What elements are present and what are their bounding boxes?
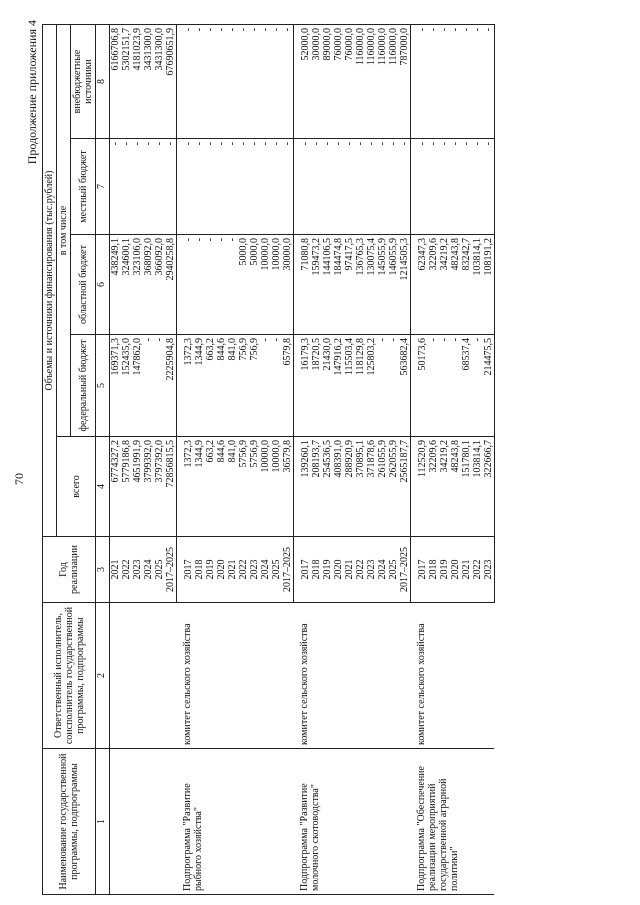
local-cell: -: [461, 139, 472, 235]
regional-cell: 368092,0: [143, 235, 154, 335]
year-cell: 2018: [311, 537, 322, 603]
local-cell: -: [165, 139, 177, 235]
year-cell: 2017: [293, 537, 311, 603]
local-cell: -: [377, 139, 388, 235]
federal-cell: 118129,8: [355, 335, 366, 437]
federal-cell: -: [143, 335, 154, 437]
table-row: [109, 25, 121, 895]
extra-cell: -: [260, 25, 271, 139]
total-cell: 663,2: [205, 437, 216, 537]
federal-cell: 147916,2: [333, 335, 344, 437]
local-cell: -: [322, 139, 333, 235]
year-cell: 2020: [216, 537, 227, 603]
column-number: 8: [96, 25, 110, 139]
local-cell: -: [450, 139, 461, 235]
local-cell: -: [282, 139, 294, 235]
federal-cell: 18720,5: [311, 335, 322, 437]
total-cell: 3797392,0: [154, 437, 165, 537]
year-cell: 2025: [271, 537, 282, 603]
local-cell: -: [428, 139, 439, 235]
local-cell: -: [176, 139, 194, 235]
total-cell: 34219,2: [439, 437, 450, 537]
local-cell: -: [333, 139, 344, 235]
column-number: 6: [96, 235, 110, 335]
regional-cell: 83242,7: [461, 235, 472, 335]
federal-cell: 115503,4: [344, 335, 355, 437]
column-number: 1: [96, 749, 110, 895]
year-cell: 2023: [366, 537, 377, 603]
federal-cell: 21430,0: [322, 335, 333, 437]
total-cell: 36579,8: [282, 437, 294, 537]
total-cell: 139260,1: [293, 437, 311, 537]
federal-cell: 841,0: [227, 335, 238, 437]
table-row: [176, 25, 194, 895]
year-cell: 2020: [333, 537, 344, 603]
header-volumes: Объемы и источники финансирования (тыс.рублей): [43, 25, 57, 537]
local-cell: -: [260, 139, 271, 235]
local-cell: -: [132, 139, 143, 235]
year-cell: 2018: [194, 537, 205, 603]
federal-cell: 756,9: [249, 335, 260, 437]
federal-cell: 1344,9: [194, 335, 205, 437]
program-name: Подпрограмма "Развитие молочного скотоводства": [293, 749, 410, 895]
year-cell: 2023: [249, 537, 260, 603]
header-in-that: в том числе: [57, 25, 71, 437]
year-cell: 2021: [109, 537, 121, 603]
year-cell: 2017: [176, 537, 194, 603]
extra-cell: 3431300,0: [154, 25, 165, 139]
local-cell: -: [344, 139, 355, 235]
federal-cell: 152435,0: [121, 335, 132, 437]
regional-cell: 144106,5: [322, 235, 333, 335]
extra-cell: -: [461, 25, 472, 139]
year-cell: 2024: [143, 537, 154, 603]
extra-cell: 116000,0: [355, 25, 366, 139]
header-federal: федеральный бюджет: [71, 335, 96, 437]
local-cell: -: [249, 139, 260, 235]
total-cell: 841,0: [227, 437, 238, 537]
responsible-executor: [109, 603, 176, 749]
extra-cell: 52000,0: [293, 25, 311, 139]
responsible-executor: комитет сельского хозяйства: [176, 603, 293, 749]
year-cell: 2022: [121, 537, 132, 603]
total-cell: 6774327,2: [109, 437, 121, 537]
regional-cell: 366092,0: [154, 235, 165, 335]
total-cell: 1344,9: [194, 437, 205, 537]
column-number: 2: [96, 603, 110, 749]
local-cell: -: [271, 139, 282, 235]
regional-cell: 108191,2: [483, 235, 495, 335]
local-cell: -: [410, 139, 428, 235]
federal-cell: 16179,3: [293, 335, 311, 437]
local-cell: -: [238, 139, 249, 235]
total-cell: 262055,9: [388, 437, 399, 537]
year-cell: 2017–2025: [282, 537, 294, 603]
table-body: [109, 25, 494, 895]
federal-cell: 214475,5: [483, 335, 495, 437]
total-cell: 371878,6: [366, 437, 377, 537]
total-cell: 2565187,7: [399, 437, 411, 537]
extra-cell: 116000,0: [377, 25, 388, 139]
header-extra: внебюджетные источники: [71, 25, 96, 139]
header-responsible: Ответственный исполнитель, соисполнитель государственной программы, подпрограммы: [43, 603, 96, 749]
year-cell: 2024: [260, 537, 271, 603]
local-cell: -: [109, 139, 121, 235]
total-cell: 32209,6: [428, 437, 439, 537]
extra-cell: 116000,0: [388, 25, 399, 139]
program-name: Подпрограмма "Обеспечение реализации мероприятий государственной аграрной политики": [410, 749, 494, 895]
local-cell: -: [143, 139, 154, 235]
extra-cell: -: [227, 25, 238, 139]
year-cell: 2017–2025: [165, 537, 177, 603]
local-cell: -: [216, 139, 227, 235]
extra-cell: 6166706,8: [109, 25, 121, 139]
regional-cell: 2940258,8: [165, 235, 177, 335]
local-cell: -: [388, 139, 399, 235]
extra-cell: -: [410, 25, 428, 139]
total-cell: 5779186,8: [121, 437, 132, 537]
total-cell: 408391,0: [333, 437, 344, 537]
local-cell: -: [227, 139, 238, 235]
year-cell: 2021: [344, 537, 355, 603]
federal-cell: 844,6: [216, 335, 227, 437]
table-row: [410, 25, 428, 895]
total-cell: 261055,9: [377, 437, 388, 537]
year-cell: 2023: [132, 537, 143, 603]
year-cell: 2021: [461, 537, 472, 603]
federal-cell: 125803,2: [366, 335, 377, 437]
responsible-executor: комитет сельского хозяйства: [293, 603, 410, 749]
extra-cell: -: [271, 25, 282, 139]
extra-cell: -: [472, 25, 483, 139]
federal-cell: -: [439, 335, 450, 437]
federal-cell: 147862,0: [132, 335, 143, 437]
total-cell: 4651991,9: [132, 437, 143, 537]
regional-cell: 10000,0: [260, 235, 271, 335]
regional-cell: 62347,3: [410, 235, 428, 335]
federal-cell: -: [377, 335, 388, 437]
extra-cell: 89000,0: [322, 25, 333, 139]
local-cell: -: [194, 139, 205, 235]
extra-cell: -: [194, 25, 205, 139]
regional-cell: 30000,0: [282, 235, 294, 335]
header-name: Наименование государственной программы, подпрограммы: [43, 749, 96, 895]
regional-cell: -: [216, 235, 227, 335]
total-cell: 48243,8: [450, 437, 461, 537]
column-number: 4: [96, 437, 110, 537]
local-cell: -: [439, 139, 450, 235]
column-number: 3: [96, 537, 110, 603]
local-cell: -: [483, 139, 495, 235]
extra-cell: 30000,0: [311, 25, 322, 139]
federal-cell: 68537,4: [461, 335, 472, 437]
extra-cell: -: [176, 25, 194, 139]
total-cell: 112520,9: [410, 437, 428, 537]
total-cell: 10000,0: [260, 437, 271, 537]
extra-cell: 4181023,9: [132, 25, 143, 139]
year-cell: 2021: [227, 537, 238, 603]
local-cell: -: [293, 139, 311, 235]
year-cell: 2022: [238, 537, 249, 603]
regional-cell: 103814,1: [472, 235, 483, 335]
local-cell: -: [355, 139, 366, 235]
regional-cell: 146055,9: [388, 235, 399, 335]
total-cell: 844,6: [216, 437, 227, 537]
local-cell: -: [154, 139, 165, 235]
year-cell: 2018: [428, 537, 439, 603]
header-year: Год реализации: [43, 537, 96, 603]
regional-cell: 438249,1: [109, 235, 121, 335]
total-cell: 151780,1: [461, 437, 472, 537]
total-cell: 322666,7: [483, 437, 495, 537]
table-row: [293, 25, 311, 895]
extra-cell: -: [205, 25, 216, 139]
extra-cell: 76000,0: [344, 25, 355, 139]
program-name: Подпрограмма "Развитие рыбного хозяйства": [176, 749, 293, 895]
federal-cell: 756,9: [238, 335, 249, 437]
extra-cell: 116000,0: [366, 25, 377, 139]
extra-cell: -: [428, 25, 439, 139]
extra-cell: -: [249, 25, 260, 139]
extra-cell: -: [238, 25, 249, 139]
local-cell: -: [399, 139, 411, 235]
regional-cell: 32209,6: [428, 235, 439, 335]
federal-cell: -: [428, 335, 439, 437]
regional-cell: 130075,4: [366, 235, 377, 335]
federal-cell: 6579,8: [282, 335, 294, 437]
regional-cell: 1214505,3: [399, 235, 411, 335]
year-cell: 2025: [388, 537, 399, 603]
year-cell: 2025: [154, 537, 165, 603]
extra-cell: -: [450, 25, 461, 139]
total-cell: 288920,9: [344, 437, 355, 537]
regional-cell: -: [194, 235, 205, 335]
regional-cell: 136765,3: [355, 235, 366, 335]
federal-cell: 1372,3: [176, 335, 194, 437]
federal-cell: 169371,3: [109, 335, 121, 437]
federal-cell: 50173,6: [410, 335, 428, 437]
header-total: всего: [57, 437, 96, 537]
federal-cell: 563682,4: [399, 335, 411, 437]
regional-cell: 323106,0: [132, 235, 143, 335]
extra-cell: 787000,0: [399, 25, 411, 139]
regional-cell: 184474,8: [333, 235, 344, 335]
year-cell: 2024: [377, 537, 388, 603]
extra-cell: 5302151,7: [121, 25, 132, 139]
federal-cell: -: [271, 335, 282, 437]
year-cell: 2019: [439, 537, 450, 603]
regional-cell: 324600,1: [121, 235, 132, 335]
regional-cell: -: [205, 235, 216, 335]
total-cell: 208193,7: [311, 437, 322, 537]
total-cell: 370895,1: [355, 437, 366, 537]
extra-cell: 3431300,0: [143, 25, 154, 139]
year-cell: 2023: [483, 537, 495, 603]
local-cell: -: [472, 139, 483, 235]
year-cell: 2019: [205, 537, 216, 603]
total-cell: 10000,0: [271, 437, 282, 537]
regional-cell: -: [227, 235, 238, 335]
federal-cell: -: [450, 335, 461, 437]
federal-cell: -: [388, 335, 399, 437]
year-cell: 2022: [355, 537, 366, 603]
total-cell: 5756,9: [238, 437, 249, 537]
column-number: 5: [96, 335, 110, 437]
header-local: местный бюджет: [71, 139, 96, 235]
extra-cell: -: [483, 25, 495, 139]
total-cell: 1372,3: [176, 437, 194, 537]
federal-cell: 2225904,8: [165, 335, 177, 437]
total-cell: 5756,9: [249, 437, 260, 537]
year-cell: 2017–2025: [399, 537, 411, 603]
extra-cell: -: [216, 25, 227, 139]
regional-cell: 145055,9: [377, 235, 388, 335]
regional-cell: 97417,5: [344, 235, 355, 335]
extra-cell: 67690651,9: [165, 25, 177, 139]
continuation-title: Продолжение приложения 4: [25, 20, 39, 165]
regional-cell: 159473,2: [311, 235, 322, 335]
column-number: 7: [96, 139, 110, 235]
local-cell: -: [311, 139, 322, 235]
local-cell: -: [205, 139, 216, 235]
funding-table: [42, 24, 495, 895]
federal-cell: -: [154, 335, 165, 437]
total-cell: 72856815,5: [165, 437, 177, 537]
year-cell: 2022: [472, 537, 483, 603]
year-cell: 2020: [450, 537, 461, 603]
regional-cell: 34219,2: [439, 235, 450, 335]
program-name: [109, 749, 176, 895]
federal-cell: -: [472, 335, 483, 437]
local-cell: -: [121, 139, 132, 235]
extra-cell: 76000,0: [333, 25, 344, 139]
regional-cell: 71080,8: [293, 235, 311, 335]
total-cell: 103814,1: [472, 437, 483, 537]
year-cell: 2019: [322, 537, 333, 603]
total-cell: 3799392,0: [143, 437, 154, 537]
extra-cell: -: [439, 25, 450, 139]
regional-cell: 48243,8: [450, 235, 461, 335]
regional-cell: 5000,0: [249, 235, 260, 335]
responsible-executor: комитет сельского хозяйства: [410, 603, 494, 749]
extra-cell: -: [282, 25, 294, 139]
page-number: 70: [12, 473, 26, 485]
local-cell: -: [366, 139, 377, 235]
regional-cell: -: [176, 235, 194, 335]
federal-cell: -: [260, 335, 271, 437]
header-regional: областной бюджет: [71, 235, 96, 335]
year-cell: 2017: [410, 537, 428, 603]
total-cell: 254536,5: [322, 437, 333, 537]
regional-cell: 5000,0: [238, 235, 249, 335]
regional-cell: 10000,0: [271, 235, 282, 335]
federal-cell: 663,2: [205, 335, 216, 437]
